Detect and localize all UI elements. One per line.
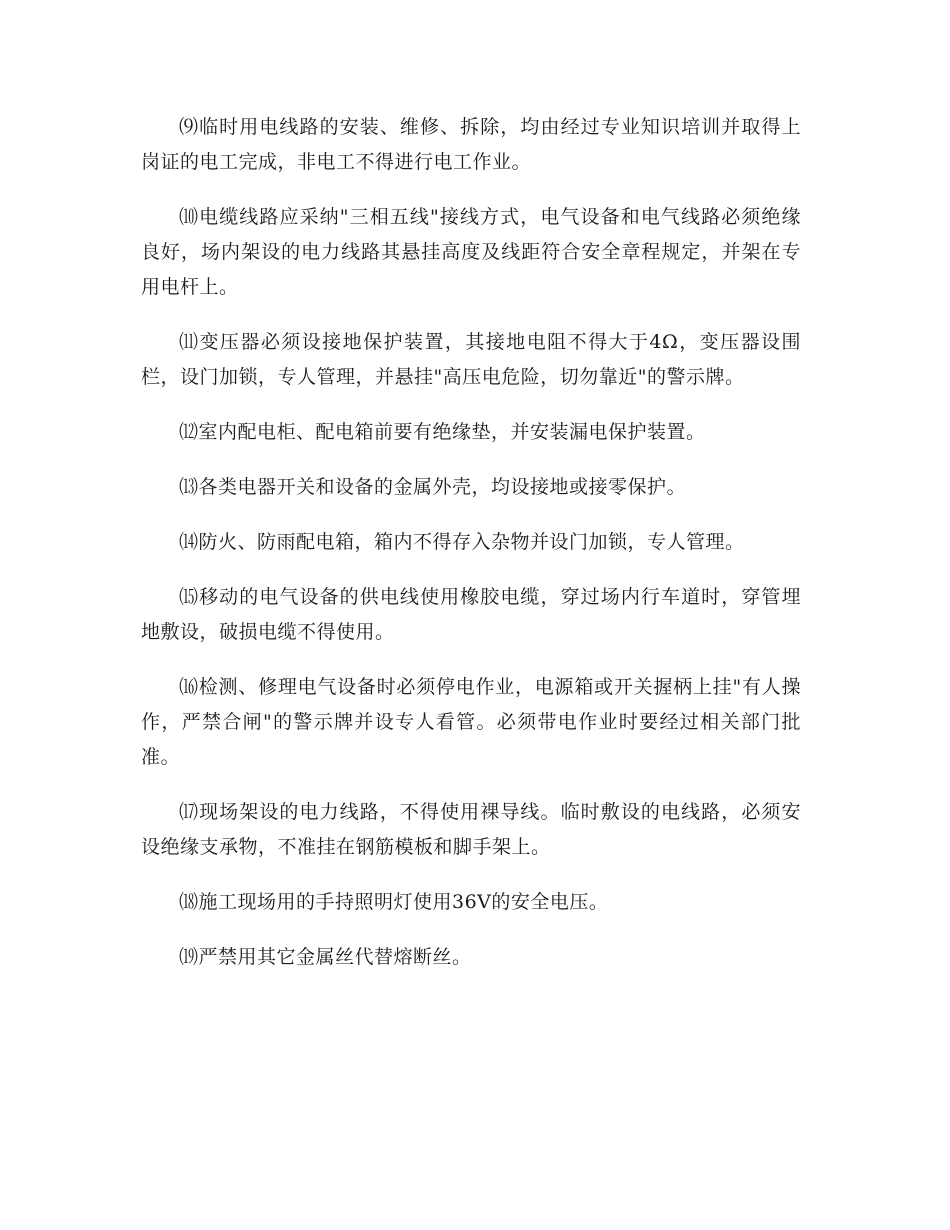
paragraph-9: ⑼临时用电线路的安装、维修、拆除，均由经过专业知识培训并取得上岗证的电工完成，非电工不得进行电工作业。 (141, 116, 801, 173)
paragraph-17: ⒄现场架设的电力线路，不得使用裸导线。临时敷设的电线路，必须安设绝缘支承物，不准挂在钢筋模板和脚手架上。 (141, 801, 801, 858)
paragraph-14: ⒁防火、防雨配电箱，箱内不得存入杂物并设门加锁，专人管理。 (179, 531, 745, 553)
paragraph-19: ⒆严禁用其它金属丝代替熔断丝。 (179, 946, 472, 968)
paragraph-11: ⑾变压器必须设接地保护装置，其接地电阻不得大于4Ω，变压器设围栏，设门加锁，专人管理，并悬挂"高压电危险，切勿靠近"的警示牌。 (141, 331, 801, 388)
paragraph-16: ⒃检测、修理电气设备时必须停电作业，电源箱或开关握柄上挂"有人操作，严禁合闸"的警示牌并设专人看管。必须带电作业时要经过相关部门批准。 (141, 676, 801, 768)
paragraph-13: ⒀各类电器开关和设备的金属外壳，均设接地或接零保护。 (179, 476, 687, 498)
paragraph-18: ⒅施工现场用的手持照明灯使用36V的安全电压。 (179, 891, 609, 913)
paragraph-12: ⑿室内配电柜、配电箱前要有绝缘垫，并安装漏电保护装置。 (179, 421, 706, 443)
paragraph-15: ⒂移动的电气设备的供电线使用橡胶电缆，穿过场内行车道时，穿管埋地敷设，破损电缆不得使用。 (141, 586, 801, 643)
paragraph-10: ⑽电缆线路应采纳"三相五线"接线方式，电气设备和电气线路必须绝缘良好，场内架设的电力线路其悬挂高度及线距符合安全章程规定，并架在专用电杆上。 (141, 206, 801, 298)
document-page (141, 110, 801, 995)
